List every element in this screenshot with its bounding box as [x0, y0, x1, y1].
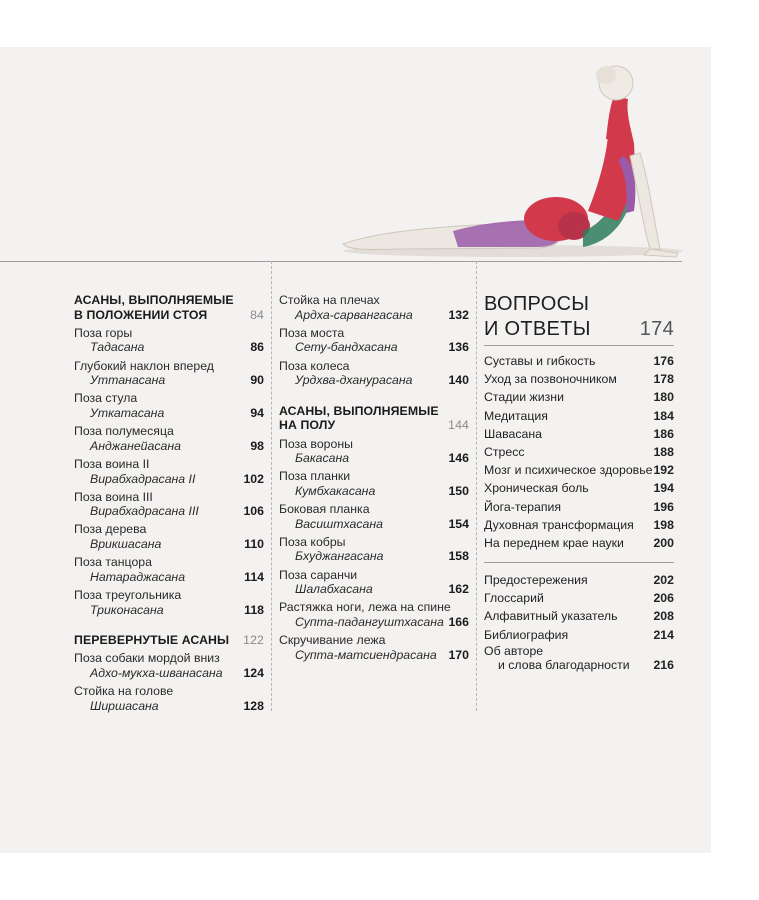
asana-name: Поза горы [74, 325, 133, 340]
page-number: 84 [250, 307, 264, 322]
toc-entry[interactable] [279, 568, 469, 597]
toc-entry[interactable] [484, 352, 674, 370]
toc-column-3 [484, 293, 674, 677]
sanskrit-name: Анджанейасана [90, 438, 181, 453]
page-number: 200 [653, 535, 674, 550]
toc-entry[interactable] [74, 684, 264, 713]
entry-label: Медитация [484, 408, 548, 423]
entry-label: Уход за позвоночником [484, 372, 617, 387]
sanskrit-name: Васиштхасана [295, 516, 383, 531]
page-number: 188 [653, 444, 674, 459]
page-number: 186 [653, 426, 674, 441]
asana-name: Поза воина II [74, 456, 150, 471]
toc-entry[interactable] [74, 490, 264, 519]
page-number: 196 [653, 499, 674, 514]
toc-entry[interactable] [484, 607, 674, 625]
asana-name: Глубокий наклон вперед [74, 358, 214, 373]
toc-entry[interactable] [484, 443, 674, 461]
entry-label: Хроническая боль [484, 481, 589, 496]
toc-entry[interactable] [484, 534, 674, 552]
sanskrit-name: Уткатасана [90, 405, 165, 420]
toc-entry[interactable] [74, 522, 264, 551]
toc-entry[interactable] [74, 651, 264, 680]
toc-entry[interactable] [279, 502, 469, 531]
asana-name: Поза колеса [279, 358, 350, 373]
entry-label: Библиография [484, 627, 569, 642]
entry-label: Суставы и гибкость [484, 354, 596, 368]
asana-name: Поза дерева [74, 522, 147, 537]
asana-name: Поза кобры [279, 534, 346, 549]
entry-label: Духовная трансформация [484, 517, 634, 532]
section-heading: ПЕРЕВЕРНУТЫЕ АСАНЫ 122 [74, 633, 264, 648]
toc-entry[interactable] [74, 555, 264, 584]
column-divider-1 [271, 261, 272, 711]
entry-label: Глоссарий [484, 591, 544, 606]
page-number: 194 [653, 481, 674, 496]
column-divider-2 [476, 261, 477, 711]
page-number: 154 [448, 516, 469, 531]
toc-entry[interactable] [484, 516, 674, 534]
page-number: 124 [243, 666, 264, 680]
sanskrit-name: Тадасана [90, 340, 145, 355]
entry-label: На переднем крае науки [484, 535, 624, 550]
entry-label: Шавасана [484, 426, 542, 441]
asana-name: Поза моста [279, 325, 345, 340]
asana-name: Поза полумесяца [74, 424, 174, 439]
toc-entry[interactable] [74, 424, 264, 453]
entry-label: Мозг и психическое здоровье [484, 463, 653, 478]
asana-name: Поза саранчи [279, 567, 358, 582]
asana-name: Поза танцора [74, 555, 152, 570]
toc-entry[interactable] [74, 391, 264, 420]
page-number: 178 [653, 372, 674, 387]
entry-label: Стадии жизни [484, 390, 564, 405]
toc-column-1 [74, 293, 264, 713]
sanskrit-name: Вирабхадрасана III [90, 504, 199, 519]
sanskrit-name: Сету-бандхасана [295, 340, 398, 355]
asana-name: Боковая планка [279, 502, 370, 517]
sanskrit-name: Адхо-мукха-шванасана [90, 666, 223, 680]
toc-entry[interactable] [279, 437, 469, 466]
asana-name: Поза треугольника [74, 588, 182, 603]
section-heading: АСАНЫ, ВЫПОЛНЯЕМЫЕ В ПОЛОЖЕНИИ СТОЯ 84 [74, 293, 264, 322]
toc-entry[interactable] [74, 588, 264, 617]
toc-entry[interactable] [279, 600, 469, 629]
title-rule [484, 345, 674, 346]
sanskrit-name: Бхуджангасана [295, 549, 384, 564]
asana-name: Стойка на голове [74, 684, 174, 699]
page-number: 208 [653, 609, 674, 624]
page-number: 184 [653, 408, 674, 423]
toc-entry[interactable] [279, 293, 469, 322]
page-number: 206 [653, 591, 674, 606]
page-number: 136 [448, 340, 469, 355]
toc-entry[interactable] [484, 461, 674, 479]
page-number: 180 [653, 390, 674, 405]
sanskrit-name: Вирабхадрасана II [90, 471, 196, 486]
toc-entry[interactable] [484, 589, 674, 607]
page-number: 86 [250, 340, 264, 355]
back-matter-rule [484, 562, 674, 563]
toc-entry[interactable] [484, 370, 674, 388]
asana-name: Скручивание лежа [279, 633, 386, 648]
page-number: 90 [250, 373, 264, 388]
page-number: 114 [244, 569, 264, 584]
sanskrit-name: Урдхва-дханурасана [295, 373, 413, 388]
page-number: 132 [448, 307, 469, 322]
toc-entry[interactable] [484, 407, 674, 425]
page-number: 122 [243, 633, 264, 648]
sanskrit-name: Кумбхакасана [295, 483, 376, 498]
page-number: 144 [448, 418, 469, 433]
entry-label: Йога-терапия [484, 499, 562, 514]
asana-name: Поза планки [279, 469, 351, 484]
section-heading: АСАНЫ, ВЫПОЛНЯЕМЫЕ НА ПОЛУ 144 [279, 403, 469, 433]
page-number: 128 [243, 698, 264, 713]
sanskrit-name: Шалабхасана [295, 582, 373, 597]
toc-entry[interactable] [484, 479, 674, 497]
page-number: 202 [653, 573, 674, 588]
page-number: 162 [448, 582, 469, 597]
page-number: 102 [243, 471, 264, 486]
sanskrit-name: Ширшасана [90, 698, 159, 713]
toc-entry[interactable] [484, 498, 674, 516]
sanskrit-name: Уттанасана [90, 373, 166, 388]
sanskrit-name: Врикшасана [90, 537, 162, 552]
page-number: 118 [244, 602, 264, 617]
toc-entry[interactable] [484, 425, 674, 443]
page-number: 110 [244, 537, 264, 552]
sanskrit-name: Супта-падангуштхасана [295, 615, 444, 630]
entry-label: Стресс [484, 444, 525, 459]
toc-entry[interactable] [74, 326, 264, 355]
questions-answers-title: ВОПРОСЫ И ОТВЕТЫ 174 [484, 293, 674, 340]
page-number: 94 [250, 405, 264, 420]
page-number: 150 [448, 483, 469, 498]
asana-name: Поза воина III [74, 489, 153, 504]
page-number: 198 [653, 517, 674, 532]
page-number: 158 [448, 549, 469, 564]
toc-entry[interactable] [279, 359, 469, 388]
page-number: 214 [653, 627, 674, 642]
asana-name: Стойка на плечах [279, 293, 380, 307]
toc-entry-about[interactable]: Об авторе и слова благодарности 216 [484, 643, 674, 673]
page-number: 140 [448, 373, 469, 388]
asana-name: Растяжка ноги, лежа на спине [279, 600, 451, 615]
asana-name: Поза вороны [279, 436, 353, 451]
asana-name: Поза собаки мордой вниз [74, 651, 220, 666]
book-page [0, 47, 711, 853]
toc-entry[interactable] [74, 359, 264, 388]
page-number: 174 [639, 317, 674, 340]
page-number: 176 [653, 354, 674, 368]
sanskrit-name: Триконасана [90, 602, 164, 617]
page-number: 98 [250, 438, 264, 453]
page-number: 170 [448, 647, 469, 662]
page-number: 216 [653, 658, 674, 673]
entry-label: Предостережения [484, 573, 588, 588]
page-number: 192 [653, 463, 674, 478]
sanskrit-name: Супта-матсиендрасана [295, 647, 437, 662]
toc-entry[interactable] [484, 626, 674, 644]
page-number: 166 [448, 615, 469, 630]
page-number: 106 [243, 504, 264, 519]
asana-name: Поза стула [74, 391, 138, 406]
toc-entry[interactable] [279, 469, 469, 498]
toc-column-2 [279, 293, 469, 662]
toc-entry[interactable] [279, 633, 469, 662]
toc-entry[interactable] [279, 326, 469, 355]
toc-entry[interactable] [74, 457, 264, 486]
entry-label: Алфавитный указатель [484, 609, 618, 624]
horizontal-rule [0, 261, 682, 262]
sanskrit-name: Бакасана [295, 451, 350, 466]
sanskrit-name: Натараджасана [90, 569, 186, 584]
toc-entry[interactable] [484, 571, 674, 589]
page-number: 146 [448, 451, 469, 466]
cobra-pose-anatomy-illustration [338, 61, 683, 261]
toc-entry[interactable] [279, 535, 469, 564]
sanskrit-name: Ардха-сарвангасана [295, 307, 413, 322]
toc-entry[interactable] [484, 388, 674, 406]
